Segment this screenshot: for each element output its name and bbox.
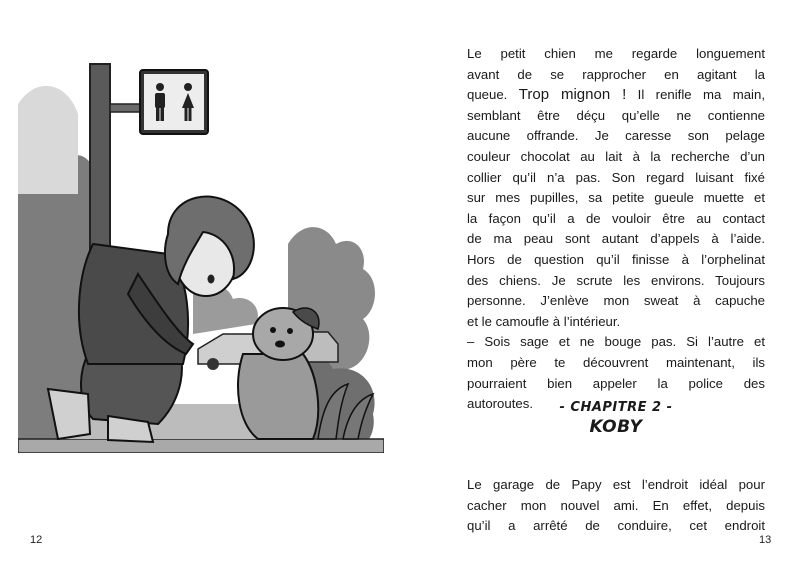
text-line: semblant être déçu qu’elle ne contienne bbox=[467, 107, 765, 123]
text-line: avant de se rapprocher en agitant la bbox=[467, 66, 765, 82]
sidewalk bbox=[18, 439, 384, 453]
ground bbox=[18, 453, 384, 526]
dog-body bbox=[238, 354, 318, 439]
text-line: collier qu’il n’a pas. Son regard luisant fixé bbox=[467, 169, 765, 185]
body-text-top bbox=[467, 44, 765, 415]
text-line: personne. J’enlève mon sweat à capuche bbox=[467, 293, 765, 309]
text-line: et le camoufle à l’intérieur. bbox=[467, 313, 621, 329]
text-line: la façon qu’il a de vouloir être au contact bbox=[467, 210, 765, 226]
text-fragment: queue. bbox=[467, 87, 508, 103]
text-line: sur mes pupilles, sa petite gueule muette et bbox=[467, 190, 765, 206]
text-line: autoroutes. bbox=[467, 396, 533, 412]
text-line: Hors de question qu’il finisse à l’orphelinat bbox=[467, 251, 765, 267]
sign-arm bbox=[110, 104, 144, 112]
paragraph-2 bbox=[467, 475, 765, 537]
text-line: qu’il a arrêté de conduire, cet endroit bbox=[467, 518, 765, 534]
paragraph-1 bbox=[467, 44, 765, 332]
text-line: des chiens. Je scrute les environs. Toujours bbox=[467, 272, 765, 288]
illustration-svg bbox=[18, 44, 384, 526]
text-line: cacher mon nouvel ami. En effet, depuis bbox=[467, 497, 765, 513]
background-foliage bbox=[18, 86, 78, 194]
dog-character bbox=[238, 308, 319, 439]
chapter-number: - CHAPITRE 2 - bbox=[559, 400, 673, 415]
page-number-right: 13 bbox=[759, 534, 772, 546]
emphasis-text: Trop mignon ! bbox=[518, 86, 627, 104]
text-line: Le garage de Papy est l’endroit idéal pour bbox=[467, 477, 765, 493]
illustration-girl-and-dog bbox=[18, 44, 384, 526]
text-line: Le petit chien me regarde longuement bbox=[467, 46, 765, 61]
page-number-left: 12 bbox=[30, 534, 43, 546]
text-fragment: Il renifle ma main, bbox=[637, 87, 765, 103]
text-line: pourraient bien appeler la police des bbox=[467, 375, 765, 391]
text-line: de ma peau sont autant d’appels à l’aide. bbox=[467, 231, 765, 247]
text-line: couleur chocolat au lait à la recherche d’un bbox=[467, 148, 765, 164]
text-line-with-emphasis bbox=[467, 85, 765, 106]
text-line: mon père te découvrent maintenant, ils bbox=[467, 354, 765, 370]
text-line: – Sois sage et ne bouge pas. Si l’autre et bbox=[467, 334, 765, 350]
chapter-heading bbox=[467, 400, 765, 437]
text-line: aucune offrande. Je caresse son pelage bbox=[467, 128, 765, 144]
chapter-title: KOBY bbox=[589, 417, 643, 437]
body-text-bottom bbox=[467, 462, 765, 550]
